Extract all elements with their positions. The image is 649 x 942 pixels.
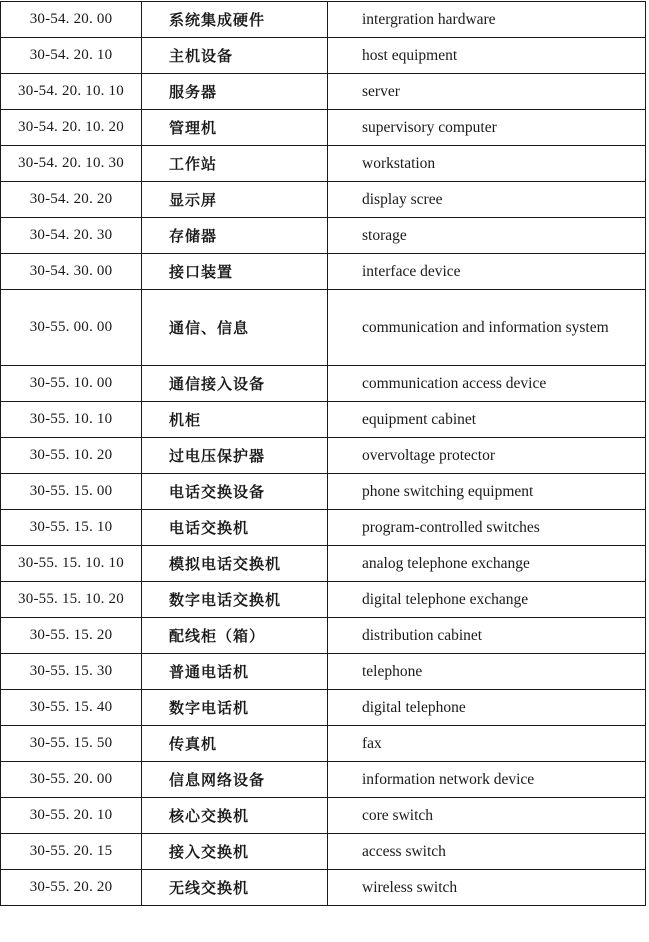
table-row — [1, 366, 646, 402]
chinese-term-cell: 机柜 — [142, 402, 328, 438]
english-term-cell: interface device — [328, 254, 646, 290]
chinese-term-cell: 普通电话机 — [142, 654, 328, 690]
chinese-term-cell: 电话交换机 — [142, 510, 328, 546]
code-cell: 30-55. 15. 20 — [1, 618, 142, 654]
chinese-term-cell: 通信、信息 — [142, 290, 328, 366]
code-cell: 30-54. 20. 10 — [1, 38, 142, 74]
table-row — [1, 582, 646, 618]
chinese-term-cell: 主机设备 — [142, 38, 328, 74]
english-term-cell: supervisory computer — [328, 110, 646, 146]
code-cell: 30-55. 00. 00 — [1, 290, 142, 366]
chinese-term-cell: 信息网络设备 — [142, 762, 328, 798]
english-term-cell: host equipment — [328, 38, 646, 74]
english-term-cell: information network device — [328, 762, 646, 798]
table-row — [1, 182, 646, 218]
chinese-term-cell: 传真机 — [142, 726, 328, 762]
chinese-term-cell: 服务器 — [142, 74, 328, 110]
table-row — [1, 654, 646, 690]
chinese-term-cell: 无线交换机 — [142, 870, 328, 906]
code-cell: 30-55. 20. 15 — [1, 834, 142, 870]
table-row — [1, 546, 646, 582]
code-cell: 30-55. 15. 10. 20 — [1, 582, 142, 618]
table-row — [1, 402, 646, 438]
english-term-cell: equipment cabinet — [328, 402, 646, 438]
code-cell: 30-55. 10. 00 — [1, 366, 142, 402]
english-term-cell: access switch — [328, 834, 646, 870]
english-term-cell: fax — [328, 726, 646, 762]
table-row — [1, 762, 646, 798]
english-term-cell: server — [328, 74, 646, 110]
terms-table — [0, 1, 646, 906]
table-row — [1, 290, 646, 366]
english-term-cell: overvoltage protector — [328, 438, 646, 474]
table-row — [1, 618, 646, 654]
table-row — [1, 798, 646, 834]
english-term-cell: telephone — [328, 654, 646, 690]
code-cell: 30-55. 10. 20 — [1, 438, 142, 474]
english-term-cell: communication and information system — [328, 290, 646, 366]
code-cell: 30-54. 20. 20 — [1, 182, 142, 218]
english-term-cell: storage — [328, 218, 646, 254]
chinese-term-cell: 过电压保护器 — [142, 438, 328, 474]
code-cell: 30-55. 15. 10. 10 — [1, 546, 142, 582]
english-term-cell: intergration hardware — [328, 2, 646, 38]
table-row — [1, 474, 646, 510]
english-term-cell: phone switching equipment — [328, 474, 646, 510]
code-cell: 30-55. 15. 50 — [1, 726, 142, 762]
table-row — [1, 438, 646, 474]
chinese-term-cell: 管理机 — [142, 110, 328, 146]
chinese-term-cell: 显示屏 — [142, 182, 328, 218]
table-row — [1, 510, 646, 546]
table-row — [1, 74, 646, 110]
code-cell: 30-54. 20. 30 — [1, 218, 142, 254]
chinese-term-cell: 模拟电话交换机 — [142, 546, 328, 582]
english-term-cell: workstation — [328, 146, 646, 182]
chinese-term-cell: 数字电话交换机 — [142, 582, 328, 618]
table-row — [1, 254, 646, 290]
english-term-cell: program-controlled switches — [328, 510, 646, 546]
table-row — [1, 834, 646, 870]
chinese-term-cell: 存储器 — [142, 218, 328, 254]
table-row — [1, 110, 646, 146]
chinese-term-cell: 接口装置 — [142, 254, 328, 290]
english-term-cell: analog telephone exchange — [328, 546, 646, 582]
english-term-cell: wireless switch — [328, 870, 646, 906]
english-term-cell: display scree — [328, 182, 646, 218]
english-term-cell: core switch — [328, 798, 646, 834]
english-term-cell: distribution cabinet — [328, 618, 646, 654]
english-term-cell: communication access device — [328, 366, 646, 402]
code-cell: 30-55. 20. 20 — [1, 870, 142, 906]
table-row — [1, 2, 646, 38]
table-row — [1, 38, 646, 74]
table-row — [1, 726, 646, 762]
code-cell: 30-55. 15. 10 — [1, 510, 142, 546]
code-cell: 30-55. 15. 00 — [1, 474, 142, 510]
chinese-term-cell: 系统集成硬件 — [142, 2, 328, 38]
chinese-term-cell: 接入交换机 — [142, 834, 328, 870]
code-cell: 30-55. 15. 40 — [1, 690, 142, 726]
chinese-term-cell: 工作站 — [142, 146, 328, 182]
code-cell: 30-55. 10. 10 — [1, 402, 142, 438]
code-cell: 30-55. 15. 30 — [1, 654, 142, 690]
chinese-term-cell: 数字电话机 — [142, 690, 328, 726]
code-cell: 30-54. 20. 10. 10 — [1, 74, 142, 110]
code-cell: 30-54. 30. 00 — [1, 254, 142, 290]
english-term-cell: digital telephone exchange — [328, 582, 646, 618]
code-cell: 30-54. 20. 00 — [1, 2, 142, 38]
code-cell: 30-54. 20. 10. 30 — [1, 146, 142, 182]
chinese-term-cell: 通信接入设备 — [142, 366, 328, 402]
chinese-term-cell: 核心交换机 — [142, 798, 328, 834]
table-row — [1, 870, 646, 906]
code-cell: 30-54. 20. 10. 20 — [1, 110, 142, 146]
chinese-term-cell: 配线柜（箱） — [142, 618, 328, 654]
table-row — [1, 146, 646, 182]
english-term-cell: digital telephone — [328, 690, 646, 726]
table-row — [1, 690, 646, 726]
code-cell: 30-55. 20. 00 — [1, 762, 142, 798]
terms-table-body — [1, 2, 646, 906]
code-cell: 30-55. 20. 10 — [1, 798, 142, 834]
table-row — [1, 218, 646, 254]
chinese-term-cell: 电话交换设备 — [142, 474, 328, 510]
